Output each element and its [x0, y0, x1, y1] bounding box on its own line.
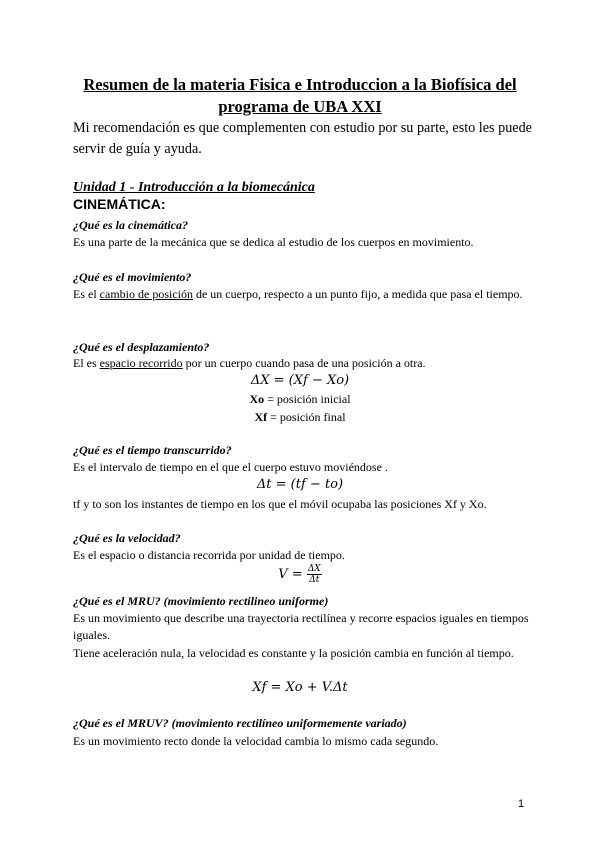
underlined-term: cambio de posición — [99, 287, 193, 301]
document-title: Resumen de la materia Fisica e Introduccion a la Biofísica del programa de UBA XXI — [83, 75, 517, 116]
fraction-denominator: Δt — [309, 575, 320, 585]
page-number: 1 — [518, 798, 525, 810]
question-velocidad: ¿Qué es la velocidad? — [73, 531, 181, 545]
underlined-term: espacio recorrido — [99, 356, 183, 370]
answer-mru-2: Tiene aceleración nula, la velocidad es constante y la posición cambia en función al tiempo. — [73, 646, 514, 660]
unit-heading: Unidad 1 - Introducción a la biomecánica — [73, 180, 315, 195]
question-mruv: ¿Qué es el MRUV? (movimiento rectilíneo uniformemente variado) — [73, 716, 407, 730]
note-tiempo: tf y to son los instantes de tiempo en los que el móvil ocupaba las posiciones Xf y Xo. — [73, 497, 487, 511]
equation-velocity — [100, 564, 500, 585]
definition-text: = posición inicial — [264, 392, 351, 406]
equation-displacement: ΔX = (Xf − Xo) — [250, 373, 350, 388]
answer-velocidad: Es el espacio o distancia recorrida por unidad de tiempo. — [73, 548, 345, 562]
question-cinematica: ¿Qué es la cinemática? — [73, 218, 188, 232]
section-heading: CINEMÁTICA: — [73, 196, 166, 212]
equation-time: Δt = (tf − to) — [256, 477, 344, 492]
symbol-xo: Xo — [249, 392, 265, 406]
fraction-numerator: ΔX — [307, 564, 321, 574]
question-movimiento: ¿Qué es el movimiento? — [73, 270, 192, 284]
equation-lhs: V = — [278, 567, 303, 582]
definition-xo — [100, 392, 500, 407]
answer-text: por un cuerpo cuando pasa de una posición a otra. — [182, 356, 426, 370]
answer-text: El es — [73, 356, 100, 370]
intro-paragraph: Mi recomendación es que complementen con estudio por su parte, esto les puede servir de guía y ayuda. — [73, 120, 532, 157]
question-mru: ¿Qué es el MRU? (movimiento rectilineo uniforme) — [73, 594, 329, 608]
definition-xf — [100, 410, 500, 425]
answer-desplazamiento — [73, 355, 533, 372]
answer-text: Es el — [73, 287, 100, 301]
equation-mru: Xf = Xo + V.Δt — [252, 680, 348, 695]
question-desplazamiento: ¿Qué es el desplazamiento? — [73, 340, 210, 354]
answer-mru-1: Es un movimiento que describe una trayectoria rectilínea y recorre espacios iguales en tiempos iguales. — [73, 611, 529, 642]
answer-tiempo: Es el intervalo de tiempo en el que el cuerpo estuvo moviéndose . — [73, 460, 388, 474]
question-tiempo: ¿Qué es el tiempo transcurrido? — [73, 443, 232, 457]
answer-mruv: Es un movimiento recto donde la velocidad cambia lo mismo cada segundo. — [73, 734, 439, 748]
answer-cinematica: Es una parte de la mecánica que se dedica al estudio de los cuerpos en movimiento. — [73, 235, 474, 249]
definition-text: = posición final — [267, 410, 346, 424]
answer-movimiento — [73, 286, 528, 303]
velocity-fraction — [307, 564, 322, 585]
symbol-xf: Xf — [254, 410, 268, 424]
answer-text: de un cuerpo, respecto a un punto fijo, a medida que pasa el tiempo. — [192, 287, 523, 301]
